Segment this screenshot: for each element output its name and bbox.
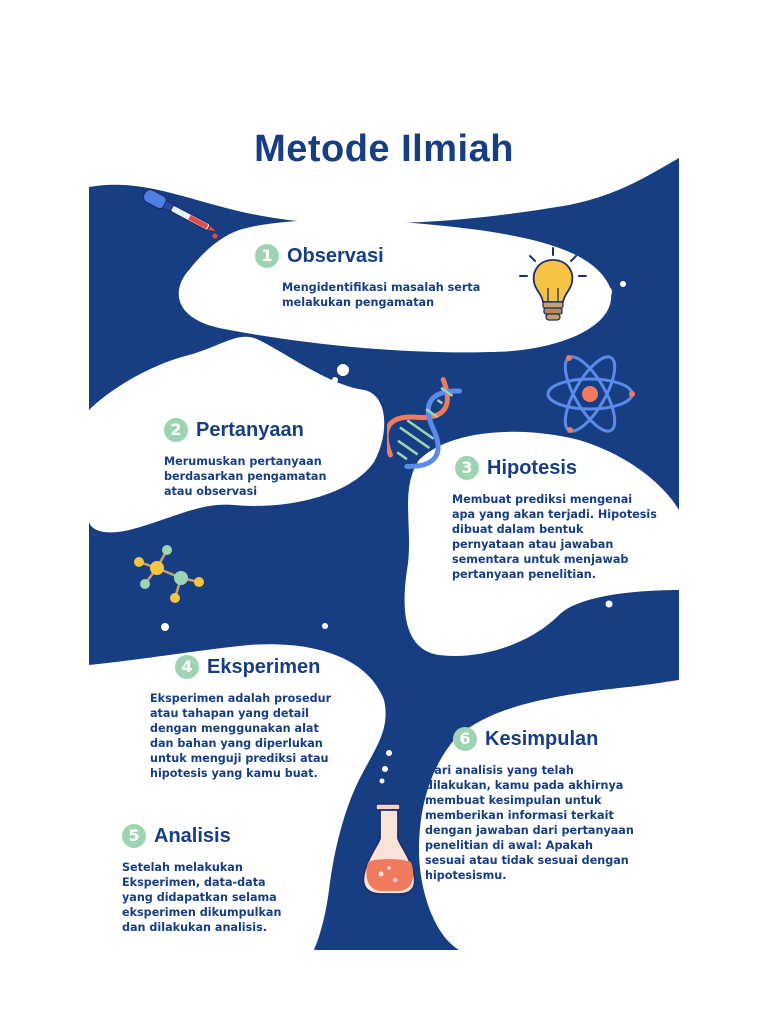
poster — [89, 90, 679, 950]
dropper-icon — [134, 188, 229, 240]
step-number-badge: 5 — [122, 824, 146, 848]
step-number-badge: 3 — [455, 456, 479, 480]
step-number-badge: 2 — [164, 418, 188, 442]
step-analisis — [122, 824, 322, 935]
molecule-icon — [129, 542, 207, 604]
step-description: Dari analisis yang telah dilakukan, kamu pada akhirnya membuat kesimpulan untuk memberikan informasi terkait dengan jawaban dari pertanyaan penelitian di awal: Apakah sesuai atau tidak sesuai dengan hipotesismu. — [425, 764, 634, 882]
step-kesimpulan — [425, 727, 668, 883]
step-description: Setelah melakukan Eksperimen, data-data yang didapatkan selama eksperimen dikumpulkan dan dilakukan analisis. — [122, 861, 282, 934]
step-description: Eksperimen adalah prosedur atau tahapan yang detail dengan menggunakan alat dan bahan yang diperlukan untuk menguji prediksi atau hipotesis yang kamu buat. — [150, 692, 332, 780]
page-title: Metode Ilmiah — [254, 128, 514, 170]
step-number-badge: 4 — [175, 655, 199, 679]
step-description: Mengidentifikasi masalah serta melakukan pengamatan — [282, 281, 481, 309]
step-title: Eksperimen — [207, 655, 321, 678]
step-observasi — [255, 244, 495, 310]
flask-icon — [359, 802, 421, 898]
step-description: Membuat prediksi mengenai apa yang akan terjadi. Hipotesis dibuat dalam bentuk pernyataan atau jawaban sementara untuk menjawab pertanyaan penelitian. — [452, 493, 657, 581]
atom-icon — [544, 348, 636, 440]
step-number-badge: 6 — [453, 727, 477, 751]
step-number-badge: 1 — [255, 244, 279, 268]
step-hipotesis — [452, 456, 670, 582]
step-pertanyaan — [164, 418, 364, 499]
step-eksperimen — [150, 655, 375, 781]
step-title: Analisis — [154, 824, 231, 847]
step-description: Merumuskan pertanyaan berdasarkan pengamatan atau observasi — [164, 455, 327, 498]
step-title: Observasi — [287, 244, 384, 267]
step-title: Pertanyaan — [196, 418, 304, 441]
lightbulb-icon — [516, 246, 590, 330]
dna-icon — [387, 375, 463, 471]
step-title: Kesimpulan — [485, 727, 599, 750]
step-title: Hipotesis — [487, 456, 578, 479]
